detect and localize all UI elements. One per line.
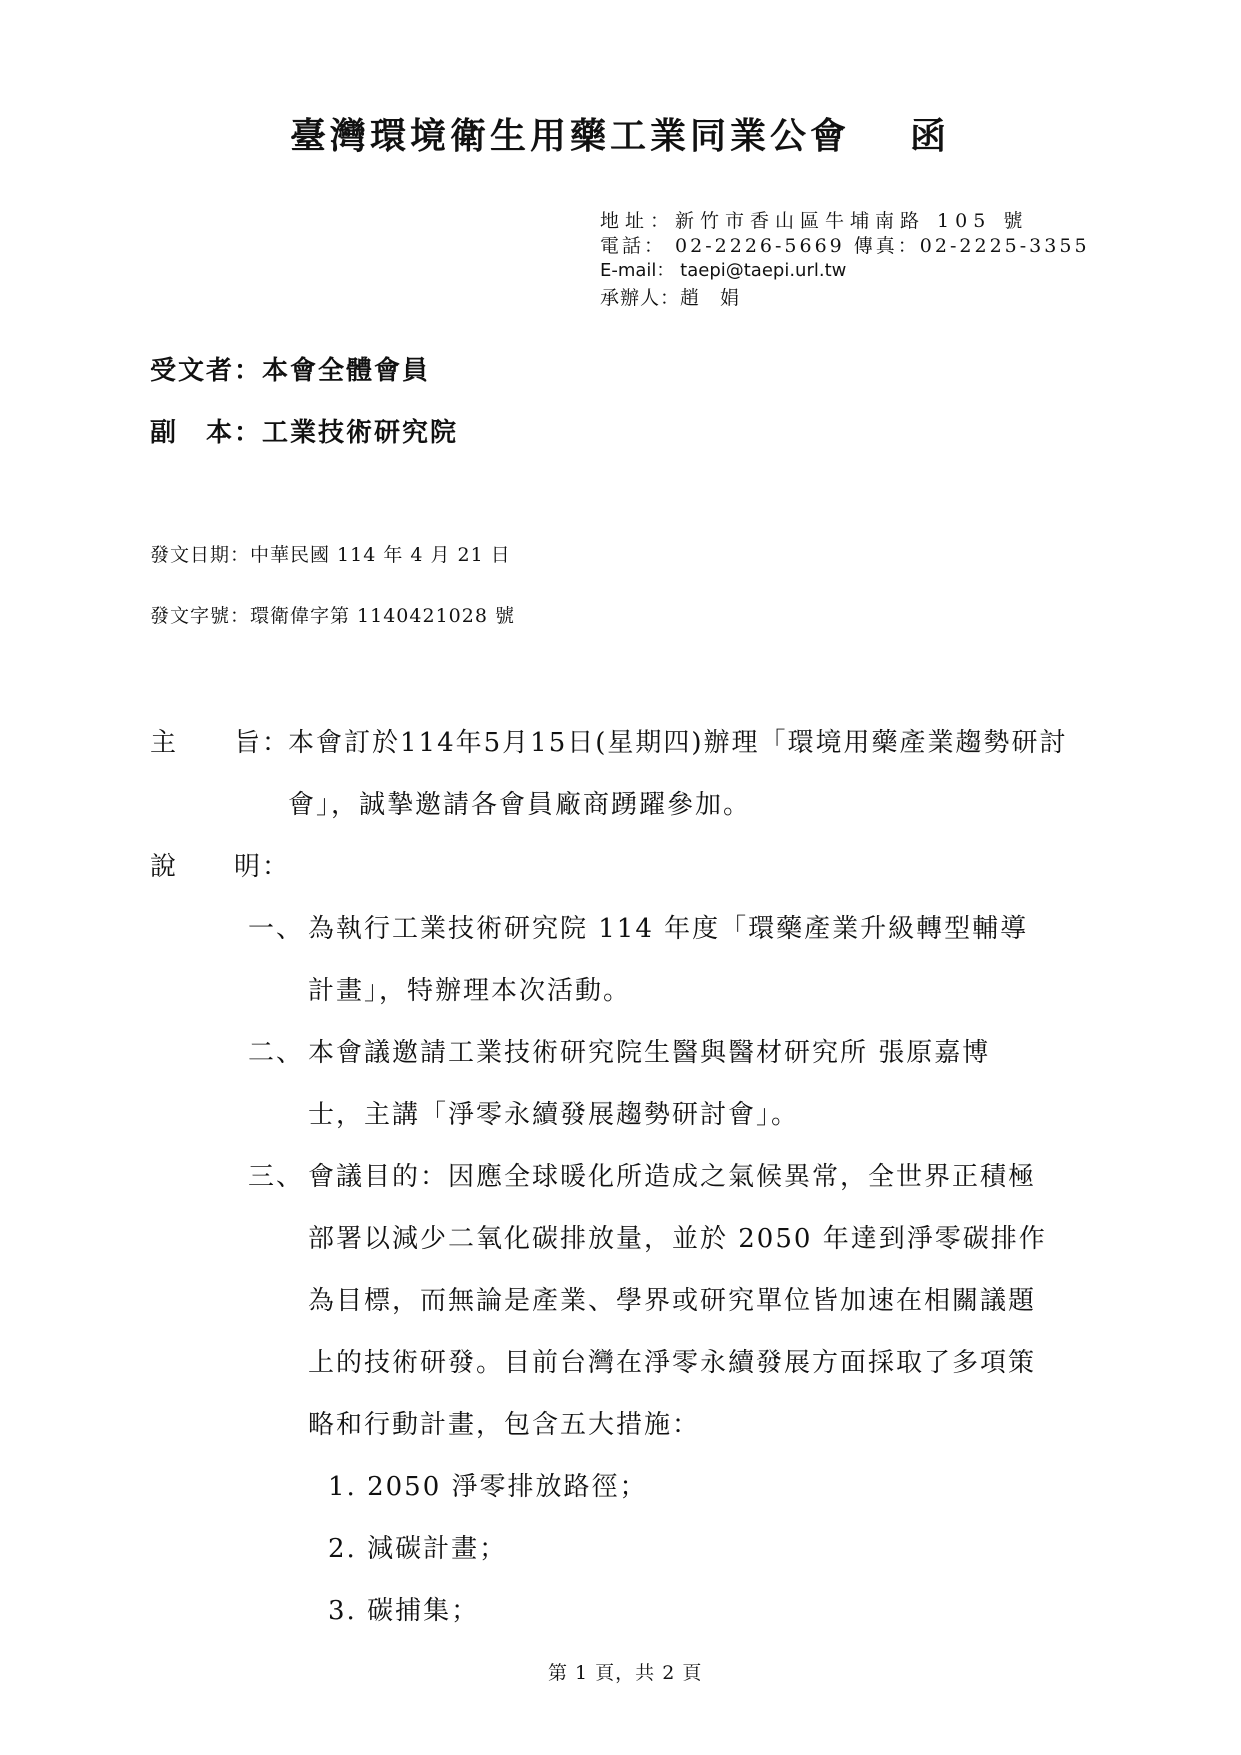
item-3-line-2: 部署以減少二氧化碳排放量，並於 2050 年達到淨零碳排作 <box>308 1224 1047 1254</box>
item-3-line-1: 會議目的：因應全球暖化所造成之氣候異常，全世界正積極 <box>308 1162 1037 1192</box>
doc-type: 函 <box>910 115 951 157</box>
document-title <box>290 108 950 159</box>
recipient-to: 受文者：本會全體會員 <box>150 356 431 386</box>
subject-line-1: 本會訂於114年5月15日(星期四)辦理「環境用藥產業趨勢研討 <box>288 728 1068 758</box>
page-number: 第 1 頁，共 2 頁 <box>548 1662 703 1684</box>
item-3-number: 三、 <box>248 1162 305 1192</box>
org-name: 臺灣環境衛生用藥工業同業公會 <box>290 115 851 157</box>
item-2-number: 二、 <box>248 1038 305 1068</box>
measure-1: 1. 2050 淨零排放路徑； <box>328 1472 648 1502</box>
item-1-number: 一、 <box>248 914 305 944</box>
contact-address: 地址：新竹市香山區牛埔南路 105 號 <box>600 210 1029 232</box>
item-1-line-1: 為執行工業技術研究院 114 年度「環藥產業升級轉型輔導 <box>308 914 1029 944</box>
subject-line-2: 會」，誠摯邀請各會員廠商踴躍參加。 <box>288 790 752 820</box>
explanation-label: 說 明： <box>150 852 291 882</box>
item-3-line-3: 為目標，而無論是產業、學界或研究單位皆加速在相關議題 <box>308 1286 1037 1316</box>
measure-3: 3. 碳捕集； <box>328 1596 480 1626</box>
issue-number: 發文字號：環衛偉字第 1140421028 號 <box>150 605 515 627</box>
subject-label: 主 旨： <box>150 728 291 758</box>
item-1-line-2: 計畫」，特辦理本次活動。 <box>308 976 632 1006</box>
measure-2: 2. 減碳計畫； <box>328 1534 508 1564</box>
issue-date: 發文日期：中華民國 114 年 4 月 21 日 <box>150 544 511 566</box>
item-2-line-2: 士，主講「淨零永續發展趨勢研討會」。 <box>308 1100 800 1130</box>
item-3-line-5: 略和行動計畫，包含五大措施： <box>308 1410 701 1440</box>
contact-email: E-mail： taepi@taepi.url.tw <box>600 260 847 281</box>
recipient-cc: 副 本：工業技術研究院 <box>150 418 459 448</box>
item-3-line-4: 上的技術研發。目前台灣在淨零永續發展方面採取了多項策 <box>308 1348 1037 1378</box>
contact-handler: 承辦人：趙 娟 <box>600 287 741 309</box>
item-2-line-1: 本會議邀請工業技術研究院生醫與醫材研究所 張原嘉博 <box>308 1038 991 1068</box>
contact-phone-fax: 電話： 02-2226-5669 傳真：02-2225-3355 <box>600 235 1090 257</box>
